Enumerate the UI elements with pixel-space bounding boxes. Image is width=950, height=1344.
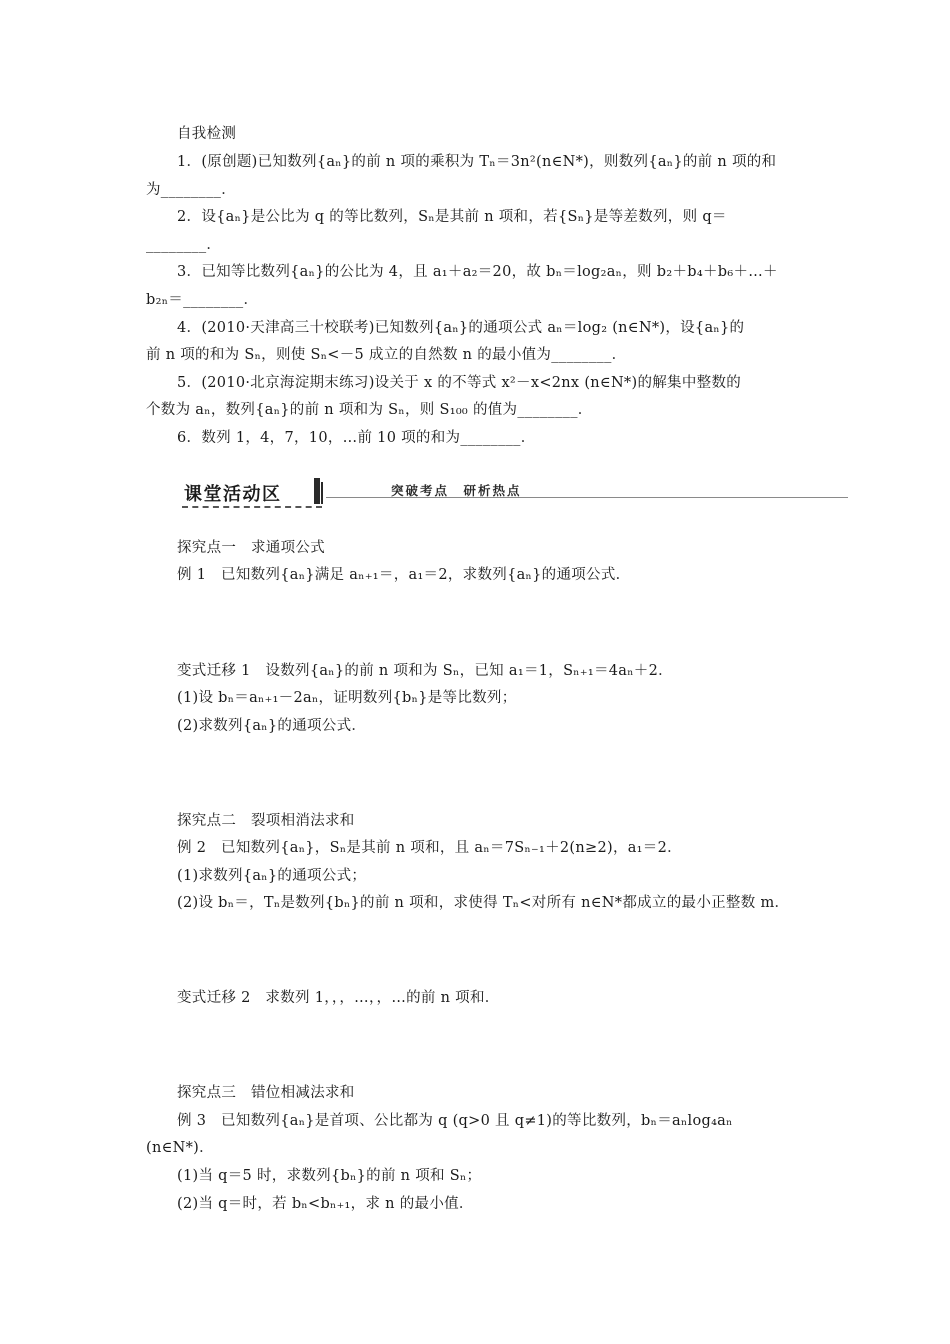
example-3-line-1: 例 3 已知数列{aₙ}是首项、公比都为 q (q>0 且 q≠1)的等比数列，bₙ＝aₙlog₄aₙ [177, 1113, 733, 1129]
example-2-part-1: (1)求数列{aₙ}的通项公式； [177, 868, 367, 884]
banner-subtitle: 突破考点 研析热点 [391, 483, 522, 498]
example-3-part-1: (1)当 q＝5 时，求数列{bₙ}的前 n 项和 Sₙ； [177, 1168, 482, 1184]
problem-2-line-2: ________． [146, 237, 222, 253]
banner-divider-bar [314, 478, 320, 504]
problem-5-line-2: 个数为 aₙ，数列{aₙ}的前 n 项和为 Sₙ，则 S₁₀₀ 的值为________． [146, 402, 593, 418]
problem-4-line-2: 前 n 项的和为 Sₙ，则使 Sₙ<－5 成立的自然数 n 的最小值为________． [146, 347, 627, 363]
problem-3-line-2: b₂ₙ＝________． [146, 292, 259, 308]
example-2: 例 2 已知数列{aₙ}，Sₙ是其前 n 项和，且 aₙ＝7Sₙ₋₁＋2(n≥2)，a₁＝2． [177, 840, 682, 856]
example-3-line-2: (n∈N*)． [146, 1140, 214, 1156]
problem-4-line-1: 4．(2010·天津高三十校联考)已知数列{aₙ}的通项公式 aₙ＝log₂ (n∈N*)，设{aₙ}的 [177, 320, 745, 336]
section-2-heading: 探究点二 裂项相消法求和 [177, 813, 355, 829]
section-banner [178, 478, 850, 508]
section-3-heading: 探究点三 错位相减法求和 [177, 1085, 355, 1101]
example-1: 例 1 已知数列{aₙ}满足 aₙ₊₁＝，a₁＝2，求数列{aₙ}的通项公式． [177, 567, 631, 583]
problem-2-line-1: 2．设{aₙ}是公比为 q 的等比数列，Sₙ是其前 n 项和，若{Sₙ}是等差数列，则 q＝ [177, 209, 727, 225]
problem-6-line: 6．数列 1，4，7，10，…前 10 项的和为________． [177, 430, 536, 446]
variant-1-part-1: (1)设 bₙ＝aₙ₊₁－2aₙ，证明数列{bₙ}是等比数列； [177, 690, 517, 706]
example-2-part-2: (2)设 bₙ＝，Tₙ是数列{bₙ}的前 n 项和，求使得 Tₙ<对所有 n∈N*都成立的最小正整数 m． [177, 895, 790, 911]
section-1-heading: 探究点一 求通项公式 [177, 540, 325, 556]
variant-1: 变式迁移 1 设数列{aₙ}的前 n 项和为 Sₙ，已知 a₁＝1，Sₙ₊₁＝4aₙ＋2． [177, 663, 673, 679]
banner-divider-bar-thin [321, 482, 323, 504]
problem-5-line-1: 5．(2010·北京海淀期末练习)设关于 x 的不等式 x²－x<2nx (n∈N*)的解集中整数的 [177, 375, 742, 391]
banner-title: 课堂活动区 [184, 484, 282, 505]
problem-1-line-2: 为________． [146, 182, 236, 198]
example-3-part-2: (2)当 q＝时，若 bₙ<bₙ₊₁，求 n 的最小值． [177, 1196, 474, 1212]
self-check-heading: 自我检测 [177, 126, 237, 142]
problem-3-line-1: 3．已知等比数列{aₙ}的公比为 4，且 a₁＋a₂＝20，故 bₙ＝log₂aₙ，则 b₂＋b₄＋b₆＋…＋ [177, 264, 778, 280]
variant-1-part-2: (2)求数列{aₙ}的通项公式． [177, 718, 367, 734]
variant-2: 变式迁移 2 求数列 1，，，…，，…的前 n 项和． [177, 990, 500, 1006]
problem-1-line-1: 1．(原创题)已知数列{aₙ}的前 n 项的乘积为 Tₙ＝3n²(n∈N*)，则数列{aₙ}的前 n 项的和 [177, 154, 777, 170]
banner-dashed-underline [182, 506, 322, 508]
